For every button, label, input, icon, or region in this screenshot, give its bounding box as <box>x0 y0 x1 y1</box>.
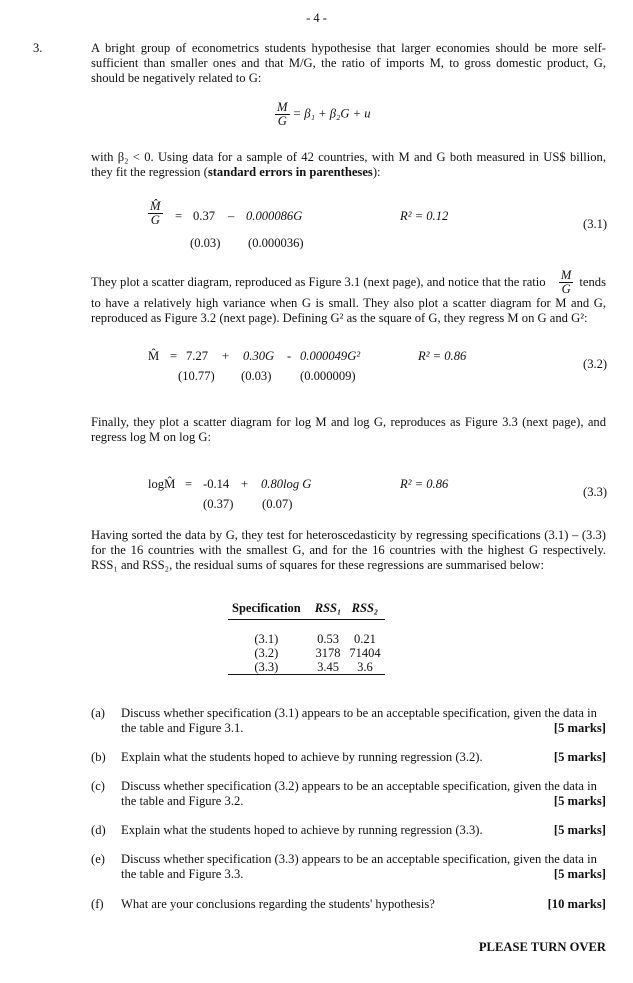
eq1-se-intercept: (0.03) <box>190 236 221 250</box>
eq1-lhs-numerator: M̂ <box>150 199 161 213</box>
eq1-lhs-denominator: G <box>150 213 160 227</box>
sample-text-bold: standard errors in parentheses <box>207 164 373 179</box>
eq2-se-intercept: (10.77) <box>178 369 215 383</box>
question-a-text: Discuss whether specification (3.1) appears to be an acceptable specification, given the data in the table and Figure 3.1. <box>121 706 597 735</box>
question-a-label: (a) <box>91 706 105 720</box>
eq1-se-slope: (0.000036) <box>248 236 304 250</box>
rss-table-header-row <box>228 601 385 619</box>
question-number: 3. <box>33 41 43 55</box>
question-d-label: (d) <box>91 823 106 837</box>
question-b-label: (b) <box>91 750 106 764</box>
heteroscedasticity-paragraph: Having sorted the data by G, they test for heteroscedasticity by regressing specifications (3.1) – (3.3) for the 16 countries with the smallest G, and for the 16 countries with the highest G respectively. RSS₁ and RSS₂, the residual sums of squares for these regressions are summarised below: <box>91 528 606 572</box>
eq2-se-quadratic: (0.000009) <box>300 369 356 383</box>
rss-header-rss1: RSS₁ <box>305 601 346 619</box>
question-b-text: Explain what the students hoped to achieve by running regression (3.2). <box>121 750 483 764</box>
eq1-equals: = <box>175 209 183 223</box>
sample-paragraph <box>91 150 606 180</box>
eq3-se-slope: (0.07) <box>262 497 293 511</box>
sample-text-b: ): <box>372 164 381 179</box>
eq1-label: (3.1) <box>583 217 608 231</box>
rss-cell: 71404 <box>349 645 381 660</box>
model-fraction-denominator: G <box>277 114 287 128</box>
question-c-label: (c) <box>91 779 105 793</box>
eq2-equals: = <box>170 349 178 363</box>
eq2-se-linear: (0.03) <box>241 369 272 383</box>
eq2-lhs: M̂ <box>148 349 160 363</box>
table-row <box>228 660 385 675</box>
question-c-marks: [5 marks] <box>553 794 606 808</box>
intro-paragraph: A bright group of econometrics students hypothesise that larger economies should be more self-sufficient than smaller ones and that M/G, the ratio of imports M, to gross domestic product, G, should be negatively related to G: <box>91 41 606 85</box>
eq2-intercept: 7.27 <box>186 349 209 363</box>
eq3-r-squared: R² = 0.86 <box>400 477 449 491</box>
eq2-r-squared: R² = 0.86 <box>418 349 467 363</box>
eq3-operator: + <box>241 477 249 491</box>
question-e-marks: [5 marks] <box>553 867 606 881</box>
eq3-label: (3.3) <box>583 485 608 499</box>
model-equation <box>275 101 371 128</box>
eq2-operator-1: + <box>222 349 230 363</box>
page-number: - 4 - <box>306 11 327 25</box>
eq1-slope: 0.000086G <box>246 209 303 223</box>
eq2-operator-2: - <box>287 349 292 363</box>
rss-cell: 0.21 <box>354 631 376 646</box>
eq2-linear-term: 0.30G <box>243 349 275 363</box>
sample-text-a: with β₂ < 0. Using data for a sample of 42 countries, with M and G both measured in US$ billion, they fit the regression ( <box>91 150 606 179</box>
eq3-slope: 0.80log G <box>261 477 312 491</box>
ratio-fraction <box>559 269 574 296</box>
rss-cell: (3.1) <box>254 631 279 646</box>
rss-cell: (3.2) <box>254 645 279 660</box>
question-e-label: (e) <box>91 852 105 866</box>
question-a-marks: [5 marks] <box>553 721 606 735</box>
question-f-marks: [10 marks] <box>547 897 606 911</box>
rss-cell: (3.3) <box>228 660 305 675</box>
ratio-fraction-denominator: G <box>561 281 571 296</box>
question-d-marks: [5 marks] <box>553 823 606 837</box>
model-fraction-numerator: M <box>277 100 288 114</box>
rss-header-rss2: RSS₂ <box>345 601 384 619</box>
ratio-fraction-numerator: M <box>560 267 572 282</box>
rss-cell: 3178 <box>315 645 341 660</box>
scatter-paragraph <box>91 268 606 326</box>
scatter-text-c: to have a relatively high variance when G is small. They also plot a scatter diagram for M and G, reproduced as Figure 3.2 (next page). Defining G² as the square of G, they regress M on G and G²: <box>91 296 606 325</box>
eq1-lhs <box>148 200 163 227</box>
model-rhs: = β₁ + β₂G + u <box>292 106 371 121</box>
eq2-label: (3.2) <box>583 357 608 371</box>
rss-table <box>228 601 385 675</box>
rss-cell: 3.6 <box>345 660 384 675</box>
question-c-text: Discuss whether specification (3.2) appears to be an acceptable specification, given the data in the table and Figure 3.2. <box>121 779 597 808</box>
eq3-lhs: logM̂ <box>148 477 176 491</box>
question-b-marks: [5 marks] <box>553 750 606 764</box>
scatter-text-b: tends <box>579 274 606 289</box>
rss-header-spec: Specification <box>228 601 305 619</box>
question-f-text: What are your conclusions regarding the students' hypothesis? <box>121 897 435 911</box>
rss-cell: 3.45 <box>305 660 346 675</box>
question-d-text: Explain what the students hoped to achieve by running regression (3.3). <box>121 823 483 837</box>
eq3-equals: = <box>185 477 193 491</box>
table-row <box>228 646 385 660</box>
model-fraction <box>275 101 290 128</box>
question-e-text: Discuss whether specification (3.3) appears to be an acceptable specification, given the data in the table and Figure 3.3. <box>121 852 597 881</box>
eq2-quadratic-term: 0.000049G² <box>300 349 361 363</box>
log-paragraph: Finally, they plot a scatter diagram for log M and log G, reproduces as Figure 3.3 (next page), and regress log M on log G: <box>91 415 606 444</box>
eq1-r-squared: R² = 0.12 <box>400 209 449 223</box>
please-turn-over: PLEASE TURN OVER <box>478 940 606 954</box>
eq3-se-intercept: (0.37) <box>203 497 234 511</box>
rss-table-wrapper <box>228 601 385 675</box>
table-row <box>228 619 385 646</box>
eq1-operator: – <box>228 209 235 223</box>
eq1-intercept: 0.37 <box>193 209 216 223</box>
rss-cell: 0.53 <box>317 631 339 646</box>
eq3-intercept: -0.14 <box>203 477 230 491</box>
scatter-text-a: They plot a scatter diagram, reproduced as Figure 3.1 (next page), and notice that the ratio <box>91 274 546 289</box>
question-f-label: (f) <box>91 897 104 911</box>
